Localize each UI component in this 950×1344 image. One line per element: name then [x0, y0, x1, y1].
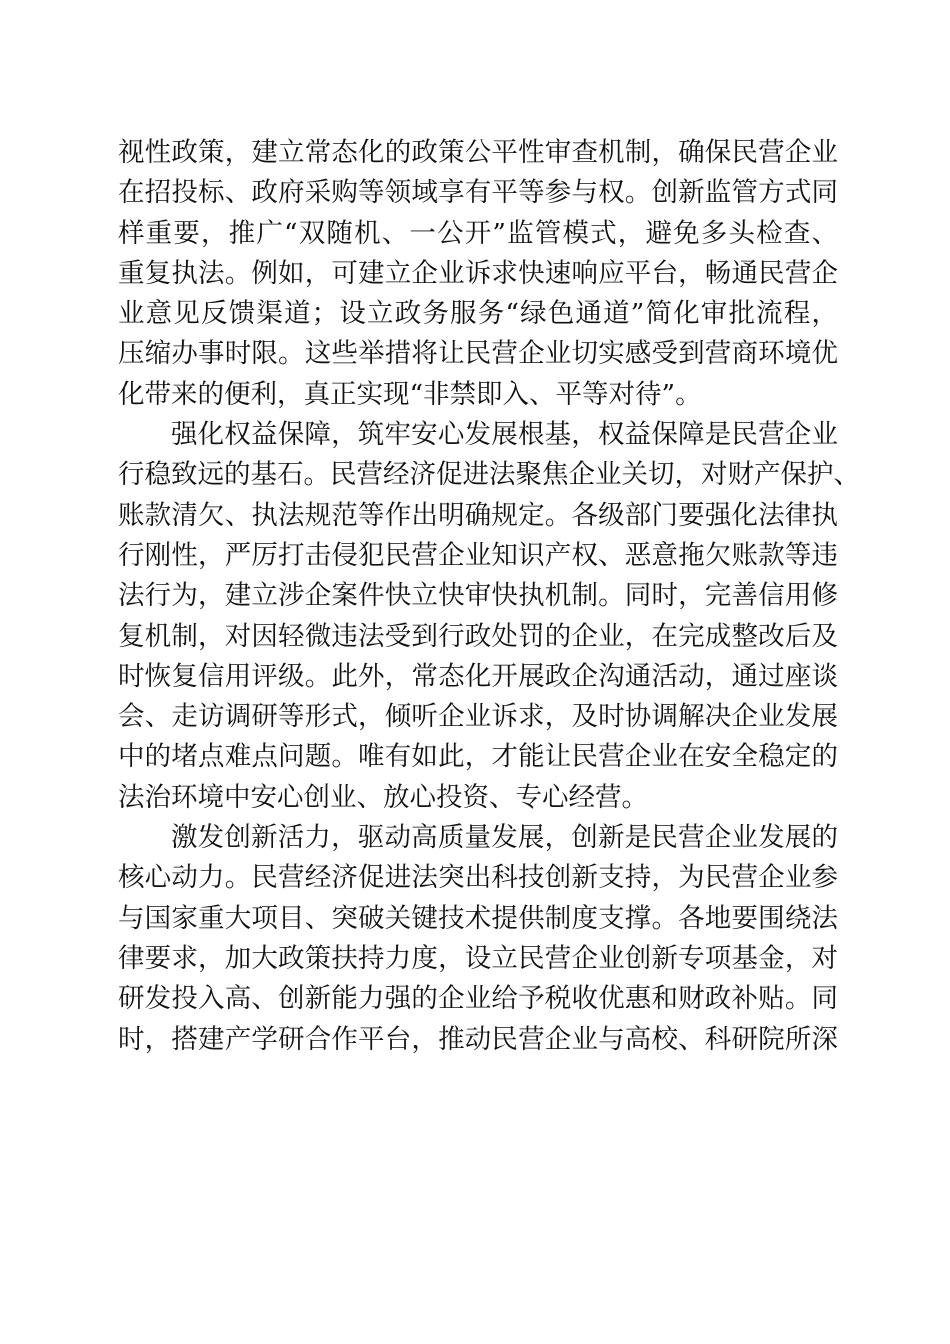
text-line: 复机制，对因轻微违法受到行政处罚的企业，在完成整改后及 [118, 620, 838, 652]
text-line: 行稳致远的基石。民营经济促进法聚焦企业关切，对财产保护、 [118, 459, 860, 491]
text-line: 法治环境中安心创业、放心投资、专心经营。 [118, 781, 648, 813]
text-line: 行刚性，严厉打击侵犯民营企业知识产权、恶意拖欠账款等违 [118, 539, 838, 571]
text-line: 核心动力。民营经济促进法突出科技创新支持，为民营企业参 [118, 862, 838, 894]
text-line: 视性政策，建立常态化的政策公平性审查机制，确保民营企业 [118, 137, 838, 168]
paragraph-first-line: 激发创新活力，驱动高质量发展，创新是民营企业发展的 [171, 822, 838, 854]
text-line: 化带来的便利，真正实现“非禁即入、平等对待”。 [118, 378, 702, 410]
text-line: 时，搭建产学研合作平台，推动民营企业与高校、科研院所深 [118, 1023, 838, 1055]
text-line: 研发投入高、创新能力强的企业给予税收优惠和财政补贴。同 [118, 983, 838, 1015]
text-line: 与国家重大项目、突破关键技术提供制度支撑。各地要围绕法 [118, 902, 838, 934]
text-line: 会、走访调研等形式，倾听企业诉求，及时协调解决企业发展 [118, 701, 838, 733]
paragraph-first-line: 强化权益保障，筑牢安心发展根基，权益保障是民营企业 [171, 419, 838, 451]
text-line: 账款清欠、执法规范等作出明确规定。各级部门要强化法律执 [118, 499, 838, 531]
text-line: 中的堵点难点问题。唯有如此，才能让民营企业在安全稳定的 [118, 741, 838, 773]
text-line: 样重要，推广“双随机、一公开”监管模式，避免多头检查、 [118, 217, 838, 249]
text-line: 业意见反馈渠道；设立政务服务“绿色通道”简化审批流程， [118, 298, 838, 330]
text-line: 律要求，加大政策扶持力度，设立民营企业创新专项基金，对 [118, 942, 838, 974]
text-line: 在招投标、政府采购等领域享有平等参与权。创新监管方式同 [118, 177, 838, 209]
text-line: 重复执法。例如，可建立企业诉求快速响应平台，畅通民营企 [118, 257, 838, 289]
body-text [118, 133, 860, 1060]
text-line: 压缩办事时限。这些举措将让民营企业切实感受到营商环境优 [118, 338, 838, 370]
text-line: 时恢复信用评级。此外，常态化开展政企沟通活动，通过座谈 [118, 660, 838, 692]
text-line: 法行为，建立涉企案件快立快审快执机制。同时，完善信用修 [118, 580, 838, 612]
